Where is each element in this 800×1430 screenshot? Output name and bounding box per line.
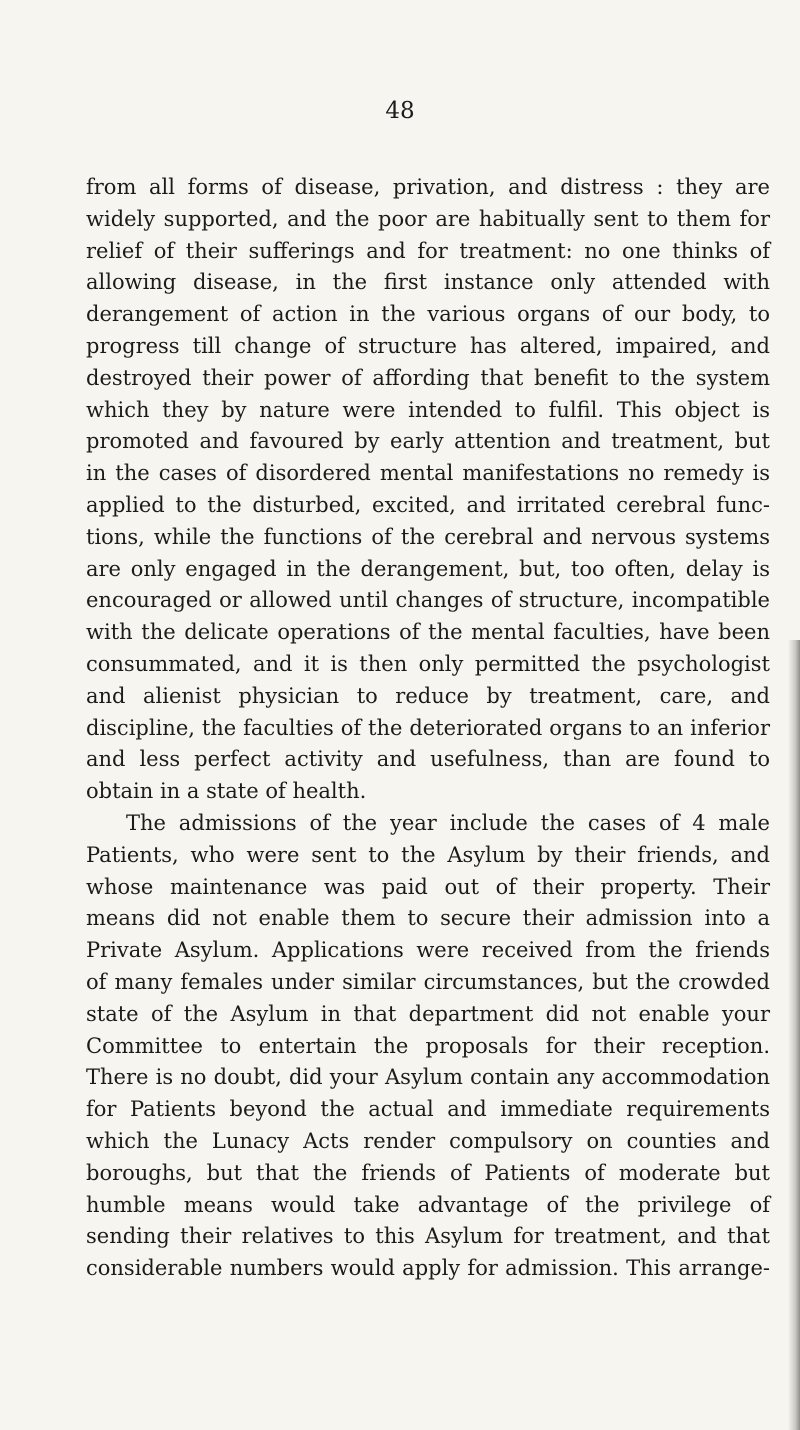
text-line: There is no doubt, did your Asylum contain any accommodation bbox=[86, 1065, 770, 1090]
text-line: and less perfect activity and usefulness, than are found to bbox=[86, 747, 770, 772]
text-line: Patients, who were sent to the Asylum by their friends, and bbox=[86, 842, 770, 867]
text-line: humble means would take advantage of the privilege of bbox=[86, 1192, 770, 1217]
text-line: encouraged or allowed until changes of structure, incompatible bbox=[86, 588, 770, 613]
text-line: means did not enable them to secure their admission into a bbox=[86, 906, 770, 931]
page-edge-shadow bbox=[788, 640, 800, 1430]
text-line: are only engaged in the derangement, but, too often, delay is bbox=[86, 556, 770, 581]
text-line: destroyed their power of affording that benefit to the system bbox=[86, 365, 770, 390]
text-line: boroughs, but that the friends of Patients of moderate but bbox=[86, 1160, 770, 1185]
text-line: of many females under similar circumstances, but the crowded bbox=[86, 969, 770, 994]
text-line: tions, while the functions of the cerebral and nervous systems bbox=[86, 524, 770, 549]
text-line: Private Asylum. Applications were received from the friends bbox=[86, 938, 770, 963]
text-line: widely supported, and the poor are habitually sent to them for bbox=[86, 206, 770, 231]
text-line: Committee to entertain the proposals for their reception. bbox=[86, 1033, 770, 1058]
paragraph bbox=[86, 808, 770, 1285]
text-line: for Patients beyond the actual and immediate requirements bbox=[86, 1097, 770, 1122]
text-line: applied to the disturbed, excited, and irritated cerebral func- bbox=[86, 492, 770, 517]
text-line: allowing disease, in the first instance only attended with bbox=[86, 270, 770, 295]
text-line: discipline, the faculties of the deteriorated organs to an inferior bbox=[86, 715, 770, 740]
text-line: which the Lunacy Acts render compulsory on counties and bbox=[86, 1128, 770, 1153]
text-line: from all forms of disease, privation, and distress : they are bbox=[86, 175, 770, 199]
page-number: 48 bbox=[385, 98, 415, 124]
text-line: consummated, and it is then only permitted the psychologist bbox=[86, 651, 770, 676]
text-line: promoted and favoured by early attention and treatment, but bbox=[86, 429, 770, 454]
text-line: and alienist physician to reduce by treatment, care, and bbox=[86, 683, 770, 708]
body-text bbox=[86, 172, 770, 1285]
text-line: whose maintenance was paid out of their property. Their bbox=[86, 874, 770, 899]
text-line: derangement of action in the various organs of our body, to bbox=[86, 302, 770, 327]
text-line: which they by nature were intended to fulfil. This object is bbox=[86, 397, 770, 422]
text-line: progress till change of structure has altered, impaired, and bbox=[86, 333, 770, 358]
text-line: obtain in a state of health. bbox=[86, 779, 367, 804]
text-line: relief of their sufferings and for treatment: no one thinks of bbox=[86, 238, 770, 263]
text-line: sending their relatives to this Asylum for treatment, and that bbox=[86, 1224, 770, 1249]
paragraph bbox=[86, 172, 770, 808]
text-line: state of the Asylum in that department did not enable your bbox=[86, 1001, 770, 1026]
text-line: The admissions of the year include the cases of 4 male bbox=[126, 810, 770, 835]
text-line: considerable numbers would apply for admission. This arrange- bbox=[86, 1256, 770, 1281]
text-line: with the delicate operations of the mental faculties, have been bbox=[86, 620, 770, 645]
text-line: in the cases of disordered mental manifestations no remedy is bbox=[86, 461, 770, 486]
